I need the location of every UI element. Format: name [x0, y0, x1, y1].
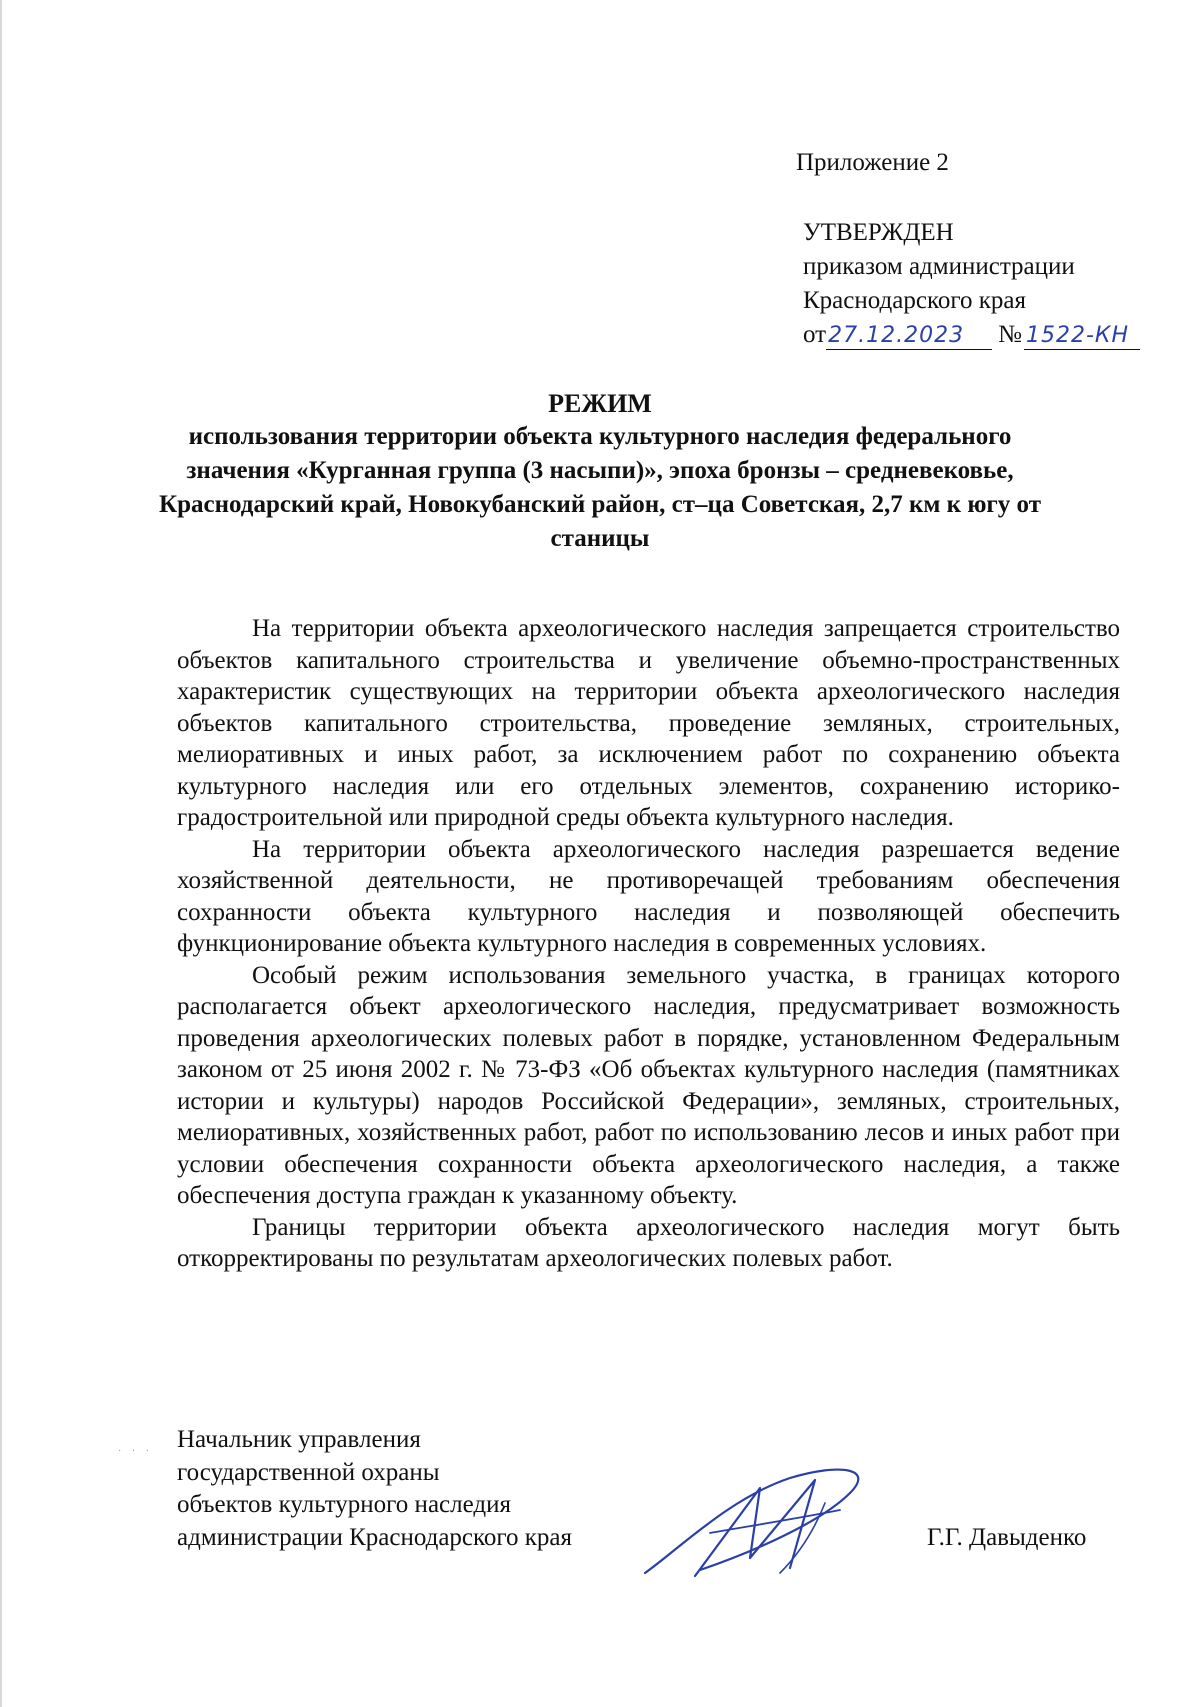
signer-name: Г.Г. Давыденко: [927, 1524, 1087, 1551]
handwritten-number: 1522-КН: [1025, 323, 1130, 348]
approved-order-line: приказом администрации: [803, 253, 1075, 280]
scan-dots: · · ·: [118, 1446, 153, 1457]
document-title: РЕЖИМ: [548, 389, 652, 418]
paragraph-boundaries: Границы территории объекта археологического наследия могут быть откорректированы по результатам археологических полевых работ.: [177, 1213, 1120, 1272]
approval-date-line: [803, 318, 1140, 352]
paragraph-special-regime: Особый режим использования земельного участка, в границах которого располагается объект археологического наследия, предусматривает возможность проведения археологических полевых работ в порядке, установленном Федеральным законом от 25 июня 2002 г. № 73-ФЗ «Об объектах культурного наследия (памятниках истории и культуры) народов Российской Федерации», земляных, строительных, мелиоративных, хозяйственных работ, работ по использованию лесов и иных работ при условии обеспечения сохранности объекта археологического наследия, а также обеспечения доступа граждан к указанному объекту.: [177, 961, 1120, 1209]
document-subtitle: использования территории объекта культурного наследия федерального значения «Курганная группа (3 насыпи)», эпоха бронзы – средневековье, Краснодарский край, Новокубанский район, ст–ца Советская, 2,7 км к югу от станицы: [159, 423, 1041, 552]
appendix-label: Приложение 2: [796, 149, 949, 176]
position-line-2: государственной охраны: [177, 1458, 440, 1486]
position-line-1: Начальник управления: [177, 1426, 421, 1453]
date-field: [826, 322, 992, 350]
approved-region-line: Краснодарского края: [803, 287, 1026, 314]
approval-block: [803, 216, 1140, 352]
date-prefix: от: [803, 321, 827, 348]
signer-position: [177, 1424, 572, 1554]
position-line-4: администрации Краснодарского края: [177, 1523, 573, 1551]
paragraph-prohibitions: На территории объекта археологического наследия запрещается строительство объектов капитального строительства и увеличение объемно-пространственных характеристик существующих на территории объекта археологического наследия объектов капитального строительства, проведение земляных, строительных, мелиоративных и иных работ, за исключением работ по сохранению объекта культурного наследия или его отдельных элементов, сохранению историко-градостроительной или природной среды объекта культурного наследия.: [177, 615, 1120, 831]
number-field: [1024, 322, 1140, 350]
paragraph-permitted-activity: На территории объекта археологического наследия разрешается ведение хозяйственной деятельности, не противоречащей требованиям обеспечения сохранности объекта культурного наследия и позволяющей обеспечить функционирование объекта культурного наследия в современных условиях.: [177, 835, 1120, 957]
number-sign: №: [998, 321, 1022, 348]
handwritten-date: 27.12.2023: [828, 323, 965, 348]
scan-edge: [0, 0, 2, 1707]
document-body: [177, 613, 1120, 1275]
handwritten-signature: [640, 1458, 890, 1588]
approved-title: УТВЕРЖДЕН: [803, 219, 954, 246]
position-line-3: объектов культурного наследия: [177, 1491, 511, 1518]
